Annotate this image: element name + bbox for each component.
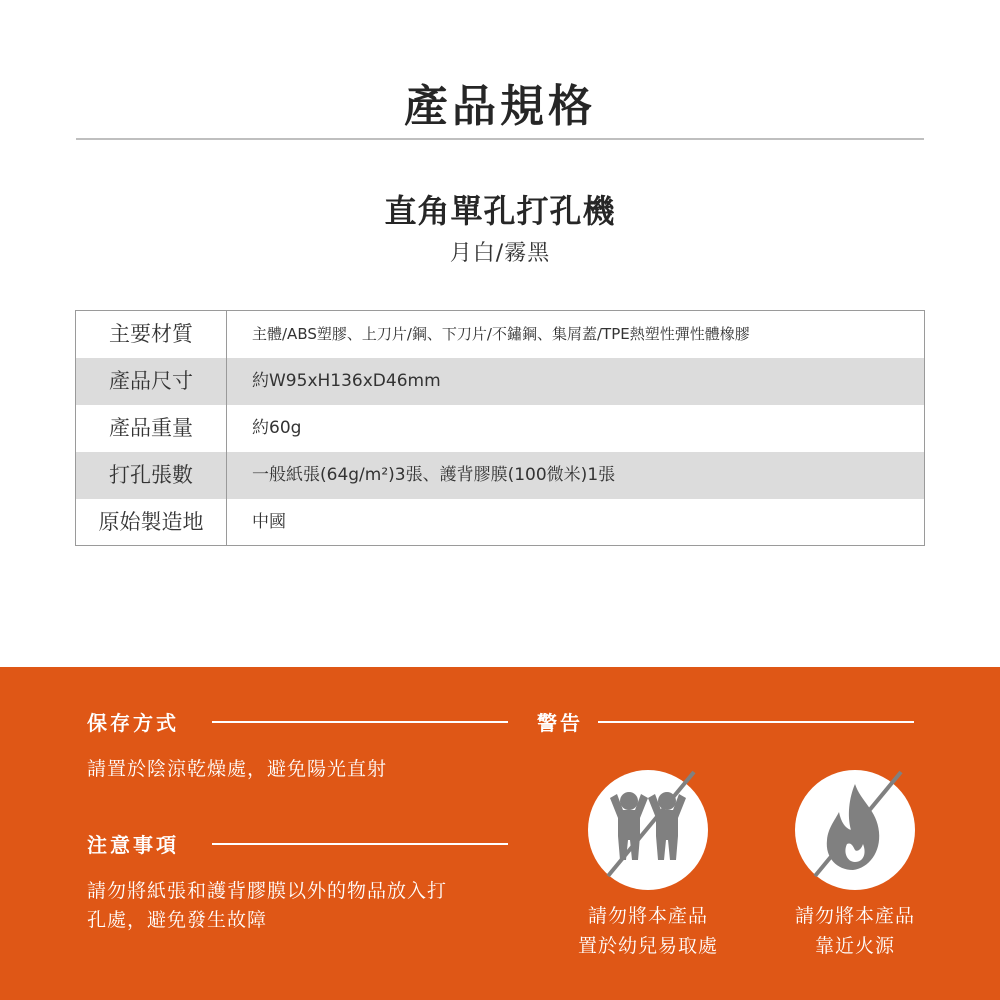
spec-value: 中國 xyxy=(252,512,286,532)
notice-text-line2: 孔處，避免發生故障 xyxy=(87,909,268,931)
storage-text: 請置於陰涼乾燥處，避免陽光直射 xyxy=(87,758,388,780)
warning-caption-fire-line2: 靠近火源 xyxy=(814,935,895,957)
spec-label: 產品重量 xyxy=(109,416,193,440)
spec-value: 約W95xH136xD46mm xyxy=(252,371,441,391)
info-panel xyxy=(0,667,1000,1000)
spec-label: 原始製造地 xyxy=(98,510,204,534)
spec-row xyxy=(76,358,924,405)
storage-heading: 保存方式 xyxy=(87,711,179,735)
column-divider xyxy=(226,499,227,546)
warning-caption-children-line2: 置於幼兒易取處 xyxy=(577,935,718,957)
warning-heading-rule xyxy=(598,721,914,723)
spec-label: 主要材質 xyxy=(109,322,193,346)
spec-row xyxy=(76,405,924,452)
spec-row xyxy=(76,452,924,499)
storage-heading-rule xyxy=(212,721,508,723)
spec-row xyxy=(76,499,924,546)
notice-heading-rule xyxy=(212,843,508,845)
no-children-icon xyxy=(588,770,708,890)
spec-label: 打孔張數 xyxy=(109,463,193,487)
spec-table xyxy=(75,310,925,546)
spec-value: 主體/ABS塑膠、上刀片/鋼、下刀片/不鏽鋼、集屑蓋/TPE熱塑性彈性體橡膠 xyxy=(252,325,750,343)
spec-value: 約60g xyxy=(252,418,302,438)
spec-label: 產品尺寸 xyxy=(109,369,193,393)
product-name: 直角單孔打孔機 xyxy=(384,192,616,230)
column-divider xyxy=(226,405,227,452)
spec-row xyxy=(76,311,924,358)
warning-caption-children-line1: 請勿將本產品 xyxy=(587,905,708,927)
column-divider xyxy=(226,358,227,405)
title-divider xyxy=(76,138,924,140)
spec-value: 一般紙張(64g/m²)3張、護背膠膜(100微米)1張 xyxy=(252,465,616,485)
notice-text-line1: 請勿將紙張和護背膠膜以外的物品放入打 xyxy=(87,880,448,902)
page-title: 產品規格 xyxy=(404,81,596,132)
warning-heading: 警告 xyxy=(537,711,583,735)
column-divider xyxy=(226,452,227,499)
notice-heading: 注意事項 xyxy=(87,833,179,857)
product-color: 月白/霧黑 xyxy=(449,241,551,266)
warning-caption-fire-line1: 請勿將本產品 xyxy=(794,905,915,927)
column-divider xyxy=(226,311,227,358)
no-fire-icon xyxy=(795,770,915,890)
